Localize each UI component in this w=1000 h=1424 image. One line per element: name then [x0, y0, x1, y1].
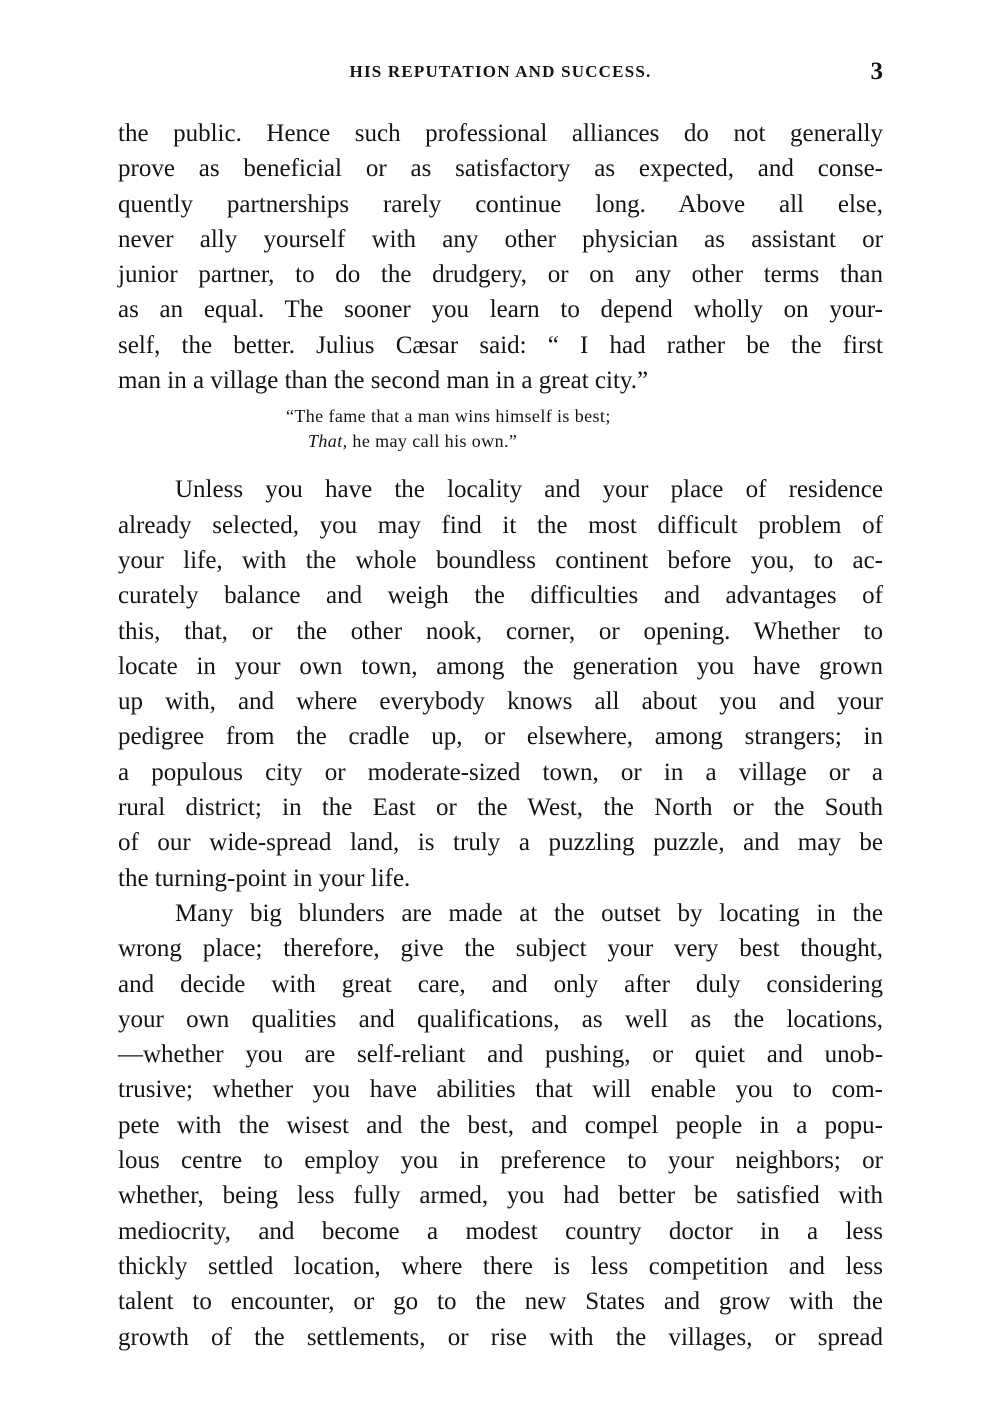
text-line: curately balance and weigh the difficulties and advantages of	[118, 582, 883, 610]
book-page	[118, 58, 883, 1355]
text-line: —whether you are self-reliant and pushing, or quiet and unob-	[118, 1041, 883, 1069]
text-line: quently partnerships rarely continue long. Above all else,	[118, 190, 883, 218]
text-line: pete with the wisest and the best, and compel people in a popu-	[118, 1111, 883, 1139]
text-line: locate in your own town, among the generation you have grown	[118, 652, 883, 680]
text-line: man in a village than the second man in a great city.”	[118, 367, 649, 395]
text-line: up with, and where everybody knows all about you and your	[118, 688, 883, 716]
quote-italic-word: That,	[308, 431, 348, 452]
text-line: your life, with the whole boundless continent before you, to ac-	[118, 546, 883, 574]
text-line: trusive; whether you have abilities that will enable you to com-	[118, 1076, 883, 1104]
text-line: already selected, you may find it the most difficult problem of	[118, 511, 883, 539]
text-line: junior partner, to do the drudgery, or on any other terms than	[118, 261, 883, 289]
text-line: prove as beneficial or as satisfactory as expected, and conse-	[118, 155, 883, 183]
text-line: never ally yourself with any other physician as assistant or	[118, 225, 883, 253]
text-line: and decide with great care, and only after duly considering	[118, 970, 883, 998]
text-line: as an equal. The sooner you learn to depend wholly on your-	[118, 296, 883, 324]
text-line: thickly settled location, where there is less competition and less	[118, 1252, 883, 1280]
text-line: self, the better. Julius Cæsar said: “ I had rather be the first	[118, 331, 883, 359]
running-head	[118, 58, 883, 98]
text-line: of our wide-spread land, is truly a puzzling puzzle, and may be	[118, 829, 883, 857]
text-line: this, that, or the other nook, corner, or opening. Whether to	[118, 617, 883, 645]
quote-line: “The fame that a man wins himself is best;	[286, 406, 611, 427]
text-line: whether, being less fully armed, you had better be satisfied with	[118, 1182, 883, 1210]
text-line: lous centre to employ you in preference to your neighbors; or	[118, 1147, 883, 1175]
text-line: wrong place; therefore, give the subject your very best thought,	[118, 935, 883, 963]
text-line: rural district; in the East or the West, the North or the South	[118, 794, 883, 822]
text-line: mediocrity, and become a modest country doctor in a less	[118, 1217, 883, 1245]
text-line: pedigree from the cradle up, or elsewhere, among strangers; in	[118, 723, 883, 751]
text-line: your own qualities and qualifications, as well as the locations,	[118, 1005, 883, 1033]
paragraph-blunders	[118, 896, 883, 1355]
text-line: Many big blunders are made at the outset by locating in the	[175, 899, 883, 927]
quote-line-rest: he may call his own.”	[347, 431, 518, 452]
text-line: the turning-point in your life.	[118, 864, 411, 892]
text-line: a populous city or moderate-sized town, or in a village or a	[118, 758, 883, 786]
text-line: growth of the settlements, or rise with the villages, or spread	[118, 1323, 883, 1351]
body-text	[118, 116, 883, 1355]
page-number: 3	[870, 58, 883, 85]
quote-line	[286, 429, 883, 454]
text-line: talent to encounter, or go to the new States and grow with the	[118, 1288, 883, 1316]
text-line: the public. Hence such professional alliances do not generally	[118, 120, 883, 147]
verse-quotation	[118, 404, 883, 454]
running-title: HIS REPUTATION AND SUCCESS.	[349, 62, 652, 81]
paragraph-continued	[118, 116, 883, 398]
text-line: Unless you have the locality and your place of residence	[175, 476, 883, 504]
paragraph-locality	[118, 472, 883, 896]
